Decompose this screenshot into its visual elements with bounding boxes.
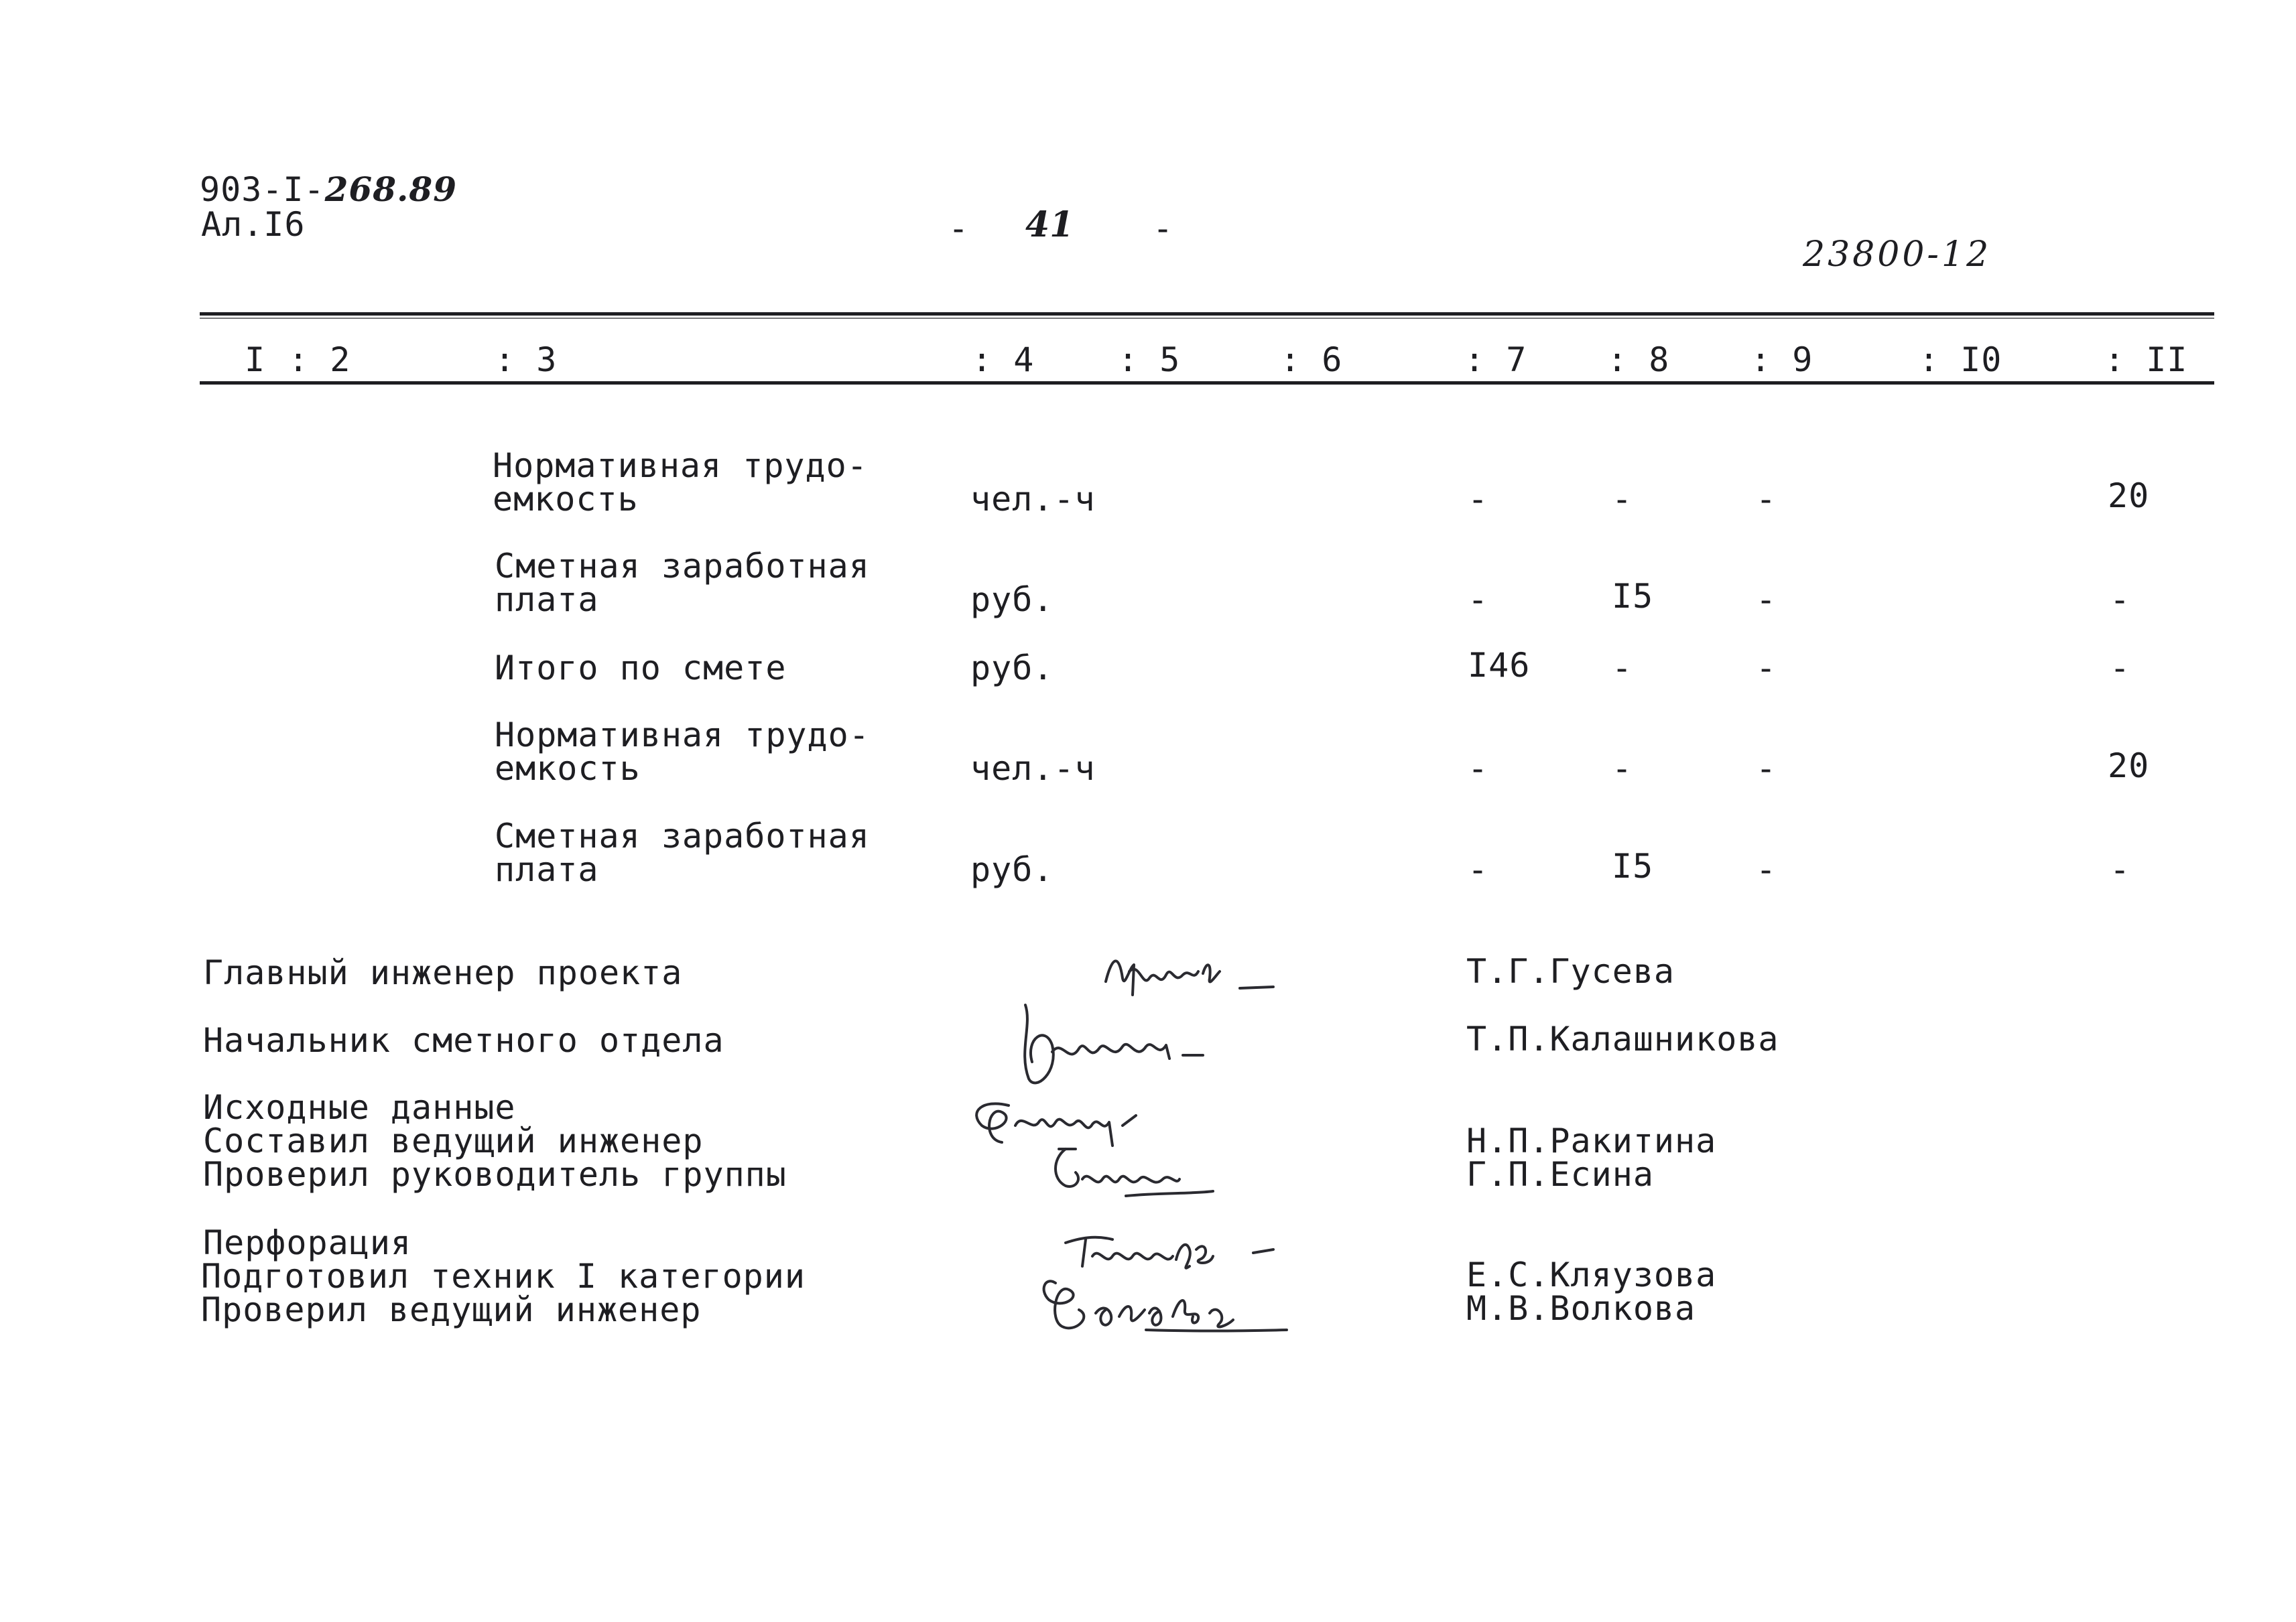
checked-lead-name: М.В.Волкова [1466,1289,1696,1328]
row-col-8: I5 [1612,847,1654,886]
row-col-8: - [1612,480,1633,519]
row-col-9: - [1756,649,1777,687]
document-code [200,170,457,209]
row-col-7: - [1468,480,1489,519]
chief-engineer-name: Т.Г.Гусева [1466,952,1675,991]
column-10-label: : I0 [1919,340,2002,379]
column-7-label: : 7 [1464,340,1527,379]
estimate-head-name: Т.П.Калашникова [1466,1020,1779,1059]
row-col-9: - [1756,480,1777,519]
page-number: 41 [1025,204,1074,245]
prepared-name: Е.С.Кляузова [1466,1256,1717,1294]
row-col-9: - [1756,580,1777,619]
row-col-9: - [1756,850,1777,889]
checked-group-signature [1045,1139,1247,1206]
row-col-8: - [1612,749,1633,788]
row-col-9: - [1756,749,1777,788]
row-col-8: I5 [1612,577,1654,616]
header-top-rule-thin [200,318,2214,319]
row-unit: чел.-ч [970,480,1096,519]
row-name-line-1: Итого по смете [495,649,787,687]
inventory-number: 23800-12 [1803,234,1992,275]
row-unit: руб. [970,649,1054,687]
row-unit: чел.-ч [970,749,1096,788]
perforation-title: Перфорация [203,1223,412,1262]
column-5-label: : 5 [1118,340,1181,379]
checked-lead-signature [1032,1270,1300,1343]
estimate-head-signature [1005,998,1240,1099]
row-name-line-2: емкость [495,749,641,788]
column-8-label: : 8 [1607,340,1670,379]
source-data-title: Исходные данные [203,1088,516,1127]
row-name-line-2: плата [495,850,599,889]
column-11-label: : II [2104,340,2188,379]
chief-engineer-title: Главный инженер проекта [203,953,683,992]
row-name-line-1: Сметная заработная [495,817,870,856]
row-unit: руб. [970,850,1054,889]
row-col-11: - [2110,580,2131,619]
column-1-label: I [245,340,266,379]
row-col-11: 20 [2108,476,2150,515]
document-code-prefix: 903-I- [200,170,325,209]
page-dash-left: - [948,209,970,248]
column-9-label: : 9 [1750,340,1813,379]
compiled-title: Составил ведущий инженер [203,1122,704,1160]
header-bottom-rule [200,381,2214,385]
prepared-title: Подготовил техник I категории [201,1257,806,1296]
checked-group-name: Г.П.Есина [1466,1155,1654,1194]
row-name-line-1: Нормативная трудо- [493,446,868,485]
column-6-label: : 6 [1280,340,1343,379]
document-code-handwritten: 268.89 [324,170,457,209]
estimate-head-title: Начальник сметного отдела [203,1021,724,1060]
row-name-line-1: Сметная заработная [495,547,870,586]
row-col-11: - [2110,649,2131,687]
row-name-line-2: плата [495,580,599,619]
row-name-line-1: Нормативная трудо- [495,716,870,754]
row-col-7: - [1468,850,1489,889]
row-col-7: I46 [1468,646,1531,685]
row-col-7: - [1468,580,1489,619]
column-4-label: : 4 [972,340,1035,379]
row-col-11: - [2110,850,2131,889]
column-2-label: : 2 [288,340,351,379]
header-top-rule [200,312,2214,316]
column-3-label: : 3 [495,340,558,379]
album-number: Ал.I6 [201,205,306,244]
row-col-11: 20 [2108,746,2150,785]
checked-group-title: Проверил руководитель группы [203,1155,787,1194]
compiled-name: Н.П.Ракитина [1466,1122,1717,1160]
row-unit: руб. [970,580,1054,619]
row-col-8: - [1612,649,1633,687]
row-name-line-2: емкость [493,480,639,519]
page-dash-right: - [1153,209,1174,248]
checked-lead-title: Проверил ведущий инженер [201,1290,702,1329]
row-col-7: - [1468,749,1489,788]
